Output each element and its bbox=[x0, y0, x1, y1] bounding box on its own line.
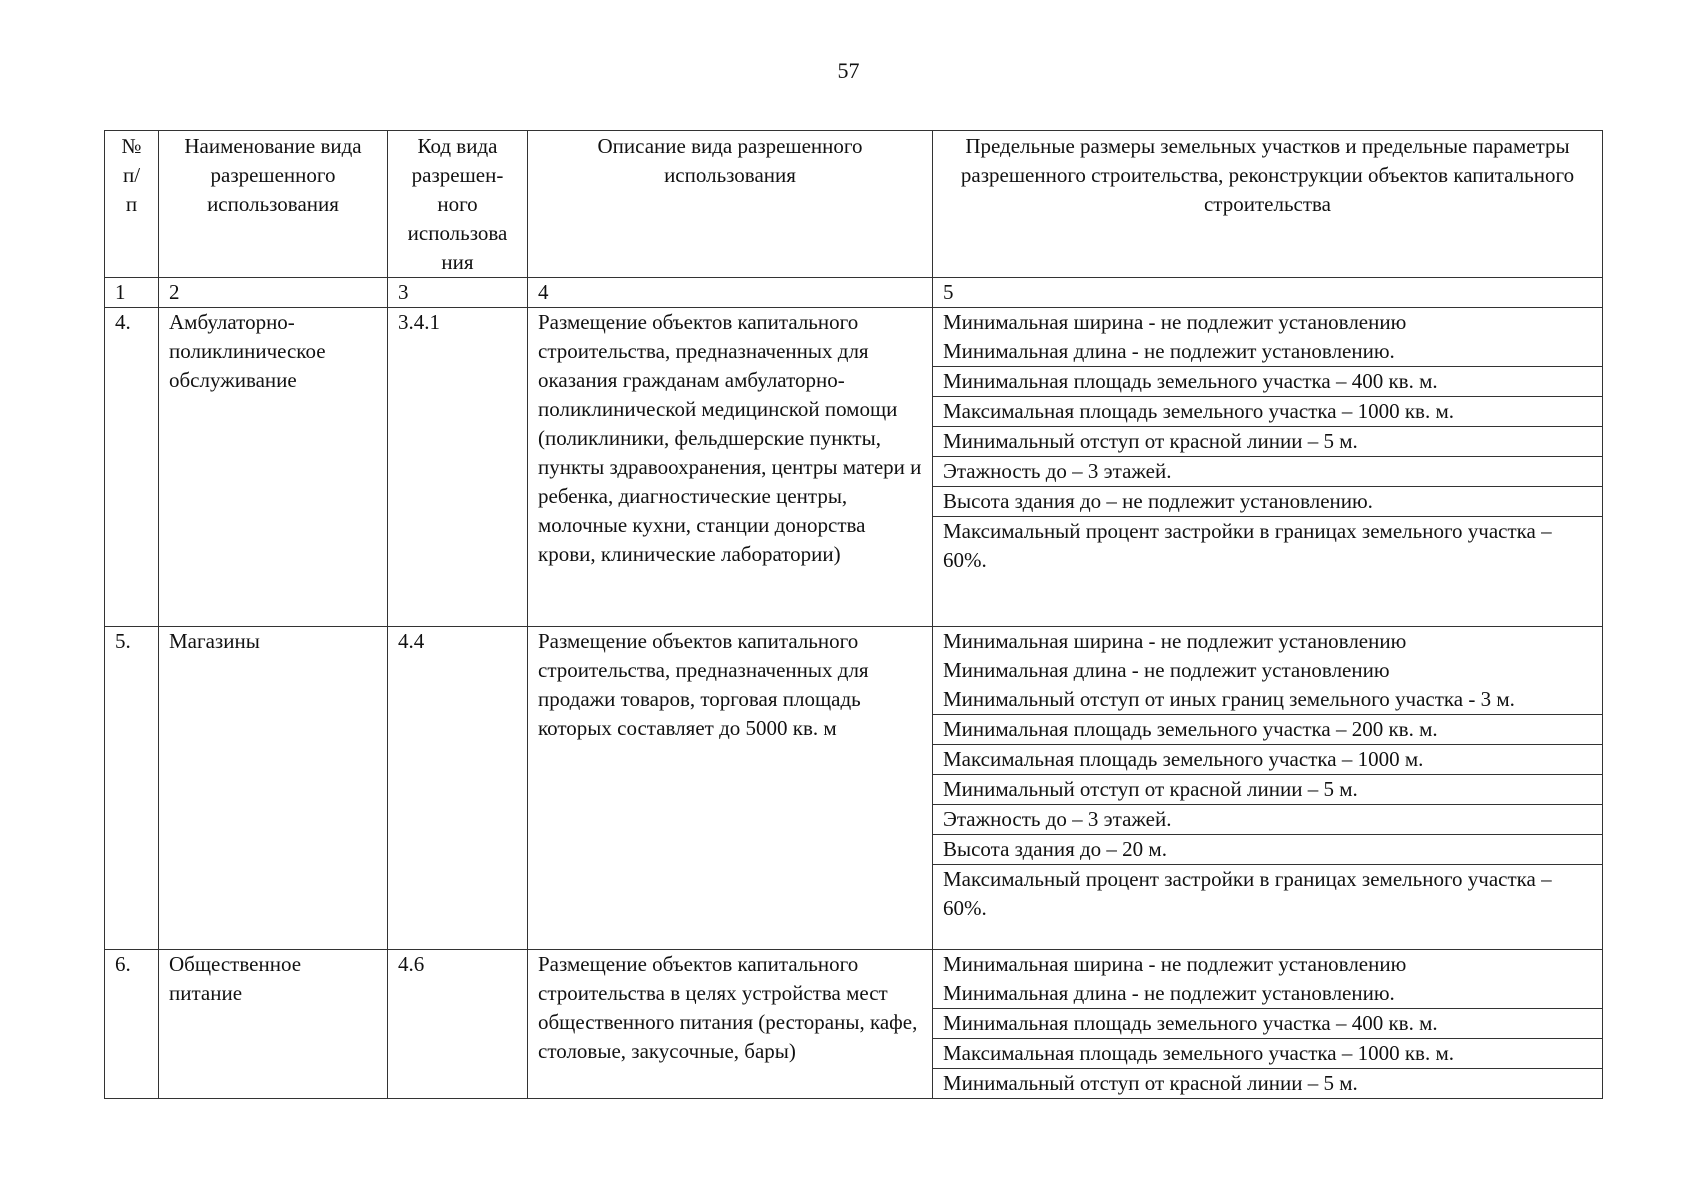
parameter-line: Максимальный процент застройки в границах земельного участка – 60%. bbox=[943, 519, 1552, 572]
parameter-line: Этажность до – 3 этажей. bbox=[933, 457, 1602, 487]
land-use-table bbox=[104, 130, 1603, 1099]
use-description-cell: Размещение объектов капитального строительства, предназначенных для оказания гражданам амбулаторно-поликлинической медицинской помощи (поликлиники, фельдшерские пункты, пункты здравоохранения, центры матери и ребенка, диагностические центры, молочные кухни, станции донорства крови, клинические лаборатории) bbox=[528, 308, 933, 627]
column-number: 4 bbox=[528, 278, 933, 308]
column-number: 3 bbox=[388, 278, 528, 308]
use-name-cell: Магазины bbox=[159, 627, 388, 950]
header-use-description: Описание вида разрешенного использования bbox=[528, 131, 933, 278]
column-number: 1 bbox=[105, 278, 159, 308]
parameter-line: Высота здания до – 20 м. bbox=[933, 835, 1602, 865]
parameter-line: Этажность до – 3 этажей. bbox=[933, 805, 1602, 835]
use-name-cell: Амбулаторно-поликлиническое обслуживание bbox=[159, 308, 388, 627]
use-code-cell: 4.4 bbox=[388, 627, 528, 950]
header-use-name: Наименование вида разрешенного использования bbox=[159, 131, 388, 278]
page-number: 57 bbox=[837, 58, 860, 83]
use-code-cell: 4.6 bbox=[388, 950, 528, 1099]
use-description-cell: Размещение объектов капитального строительства в целях устройства мест общественного питания (рестораны, кафе, столовые, закусочные, бары) bbox=[528, 950, 933, 1099]
parameter-line: Максимальная площадь земельного участка – 1000 кв. м. bbox=[933, 1039, 1602, 1069]
row-number-cell: 6. bbox=[105, 950, 159, 1099]
limits-cell bbox=[933, 950, 1603, 1099]
parameter-line: Минимальный отступ от красной линии – 5 м. bbox=[933, 775, 1602, 805]
table-row bbox=[105, 950, 1603, 1099]
column-number-row bbox=[105, 278, 1603, 308]
row-number-cell: 5. bbox=[105, 627, 159, 950]
use-description-cell: Размещение объектов капитального строительства, предназначенных для продажи товаров, торговая площадь которых составляет до 5000 кв. м bbox=[528, 627, 933, 950]
table-row bbox=[105, 308, 1603, 627]
parameter-line: Минимальный отступ от красной линии – 5 м. bbox=[933, 427, 1602, 457]
parameter-line: Минимальная ширина - не подлежит установлению Минимальная длина - не подлежит установлению Минимальный отступ от иных границ земельного участка - 3 м. bbox=[933, 627, 1602, 715]
column-number: 5 bbox=[933, 278, 1603, 308]
use-code-cell: 3.4.1 bbox=[388, 308, 528, 627]
header-number: № п/ п bbox=[105, 131, 159, 278]
parameter-line: Минимальная площадь земельного участка – 400 кв. м. bbox=[933, 1009, 1602, 1039]
table-row bbox=[105, 627, 1603, 950]
parameter-line: Максимальная площадь земельного участка – 1000 м. bbox=[933, 745, 1602, 775]
parameter-line: Минимальная площадь земельного участка – 400 кв. м. bbox=[933, 367, 1602, 397]
parameter-line: Минимальная площадь земельного участка – 200 кв. м. bbox=[933, 715, 1602, 745]
parameter-line: Минимальная ширина - не подлежит установлению Минимальная длина - не подлежит установлению. bbox=[933, 950, 1602, 1009]
use-name-cell: Общественное питание bbox=[159, 950, 388, 1099]
column-number: 2 bbox=[159, 278, 388, 308]
header-limits: Предельные размеры земельных участков и предельные параметры разрешенного строительства, реконструкции объектов капитального строительства bbox=[933, 131, 1603, 278]
header-use-code: Код вида разрешен-ного использова ния bbox=[388, 131, 528, 278]
parameter-line: Минимальный отступ от красной линии – 5 м. bbox=[943, 1071, 1358, 1095]
parameter-line: Максимальный процент застройки в границах земельного участка – 60%. bbox=[943, 867, 1552, 920]
limits-cell bbox=[933, 627, 1603, 950]
table-header-row bbox=[105, 131, 1603, 278]
parameter-line: Максимальная площадь земельного участка – 1000 кв. м. bbox=[933, 397, 1602, 427]
row-number-cell: 4. bbox=[105, 308, 159, 627]
limits-cell bbox=[933, 308, 1603, 627]
parameter-line: Минимальная ширина - не подлежит установлению Минимальная длина - не подлежит установлению. bbox=[933, 308, 1602, 367]
parameter-line: Высота здания до – не подлежит установлению. bbox=[933, 487, 1602, 517]
table-body bbox=[105, 308, 1603, 1099]
